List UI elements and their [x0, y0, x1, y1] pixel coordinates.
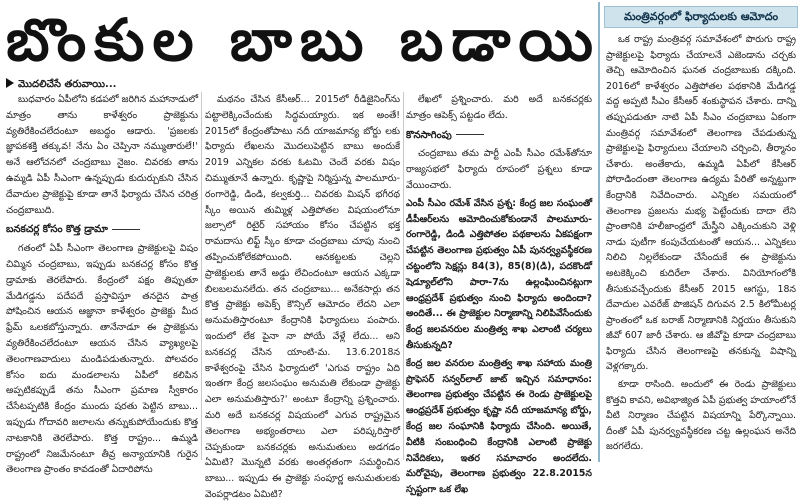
article-column-2: [205, 92, 400, 500]
paragraph: కూడా రాసింది. అందులో ఈ రెండు ప్రాజెక్టులు కొత్తవి కావని, అవిభాజ్యిత ఏపీ ప్రభుత్వ హయాంలోనే వీటి నిర్మాణం చేపట్టిన విషయాన్ని పేర్కొన్నాయి. దీంతో ఏపీ పునర్వ్యవస్థీకరణ చట్ట ఉల్లంఘన అనేది జరగలేదు.: [606, 379, 796, 453]
paragraph: బుధవారం ఏపీలోని కడపలో జరిగిన మహానాడులో మాత్రం తాను కాళేశ్వరం ప్రాజెక్టును వ్యతిరేకించలేదంటూ అబద్ధం ఆడారు. 'ప్రజలకు జ్ఞాపకశక్తి తక్కువ! నేను ఏం చెప్పినా నమ్ముతారులే!' అనే ఆలోచనలో చంద్రబాబు నైజం. చివరకు తాను ఉమ్మడి ఏపీ సీఎంగా ఉన్నప్పుడు కుదుర్చుకుని చేసిన దేవాదుల ప్రాజెక్టుపై కూడా తానే ఫిర్యాదు చేసిన చరిత్ర చంద్రబాబుది.: [6, 94, 198, 216]
column-divider: [201, 92, 202, 460]
subheading: కొనసాగింపు: [406, 128, 592, 144]
sidebar-box-title: మంత్రివర్గంలో ఫిర్యాదులకు ఆమోదం: [604, 6, 798, 28]
paragraph: చంద్రబాబు తమ పార్టీ ఎంపీ సీఎం రమేశ్‌తోనూ రాజ్యసభలో ఫిర్యాదు రూపంలో ప్రశ్నలు కూడా వేయించారు.: [406, 148, 592, 191]
question-paragraph: ఎంపీ సీఎం రమేశ్ వేసిన ప్రశ్న: కేంద్ర జల సంఘంతో డీపీఆర్‌లను ఆమోదించుకోకుండానే పాలమూరు-రంగారెడ్డి, డిండి ఎత్తిపోతల పథకాలను ఏకపక్షంగా చేపట్టిన తెలంగాణ ప్రభుత్వం ఏపీ పునర్వ్యవస్థీకరణ చట్టంలోని సెక్షన్లు 84(3), 85(8)(డి), పదకొండో షెడ్యూల్‌లోని పారా-7ను ఉల్లంఘించినట్లుగా ఆంధ్రప్రదేశ్ ప్రభుత్వం నుంచి ఫిర్యాదు అందిందా? అందితే... ఈ ప్రాజెక్టుల నిర్మాణాన్ని నిలిపివేసేందుకు కేంద్ర జలవనరుల మంత్రిత్వ శాఖ ఎలాంటి చర్యలు తీసుకున్నది?: [406, 197, 592, 351]
sidebar-box-body: [606, 32, 796, 462]
paragraph: గతంలో ఏపీ సీఎంగా తెలంగాణ ప్రాజెక్టులపై విషం చిమ్మిన చంద్రబాబు, ఇప్పుడు బనకచర్ల కోసం కొత్త డ్రామాకు తెరలేపారు. కేంద్రంలో పక్షం తిప్పుతూ మేడిగడ్డను పదేపదే ప్రస్తావిస్తూ తనదైన పాత్ర పోషించిన ఆయన ఆజ్ఞానా కాళేశ్వరం ప్రాజెక్టు మీద ఫ్రేమ్ ఒలకబోస్తున్నారు. తానేనాడూ ఈ ప్రాజెక్టును వ్యతిరేకించలేదంటూ ఆయన చేసిన వ్యాఖ్యలపై తెలంగాణవాదులు మండిపడుతున్నారు. పోలవరం కోసం ఐదు మండలాలను ఏపీలో కలిపిన అప్పటికప్పుడే తను సీఎంగా ప్రమాణ స్వీకారం చేసేటప్పటికి కేంద్రం ముందు షరతు పెట్టిన బాబు... ఇప్పుడు గోదావరి జలాలను తన్నుకుపోయేందుకు కొత్త నాటకానికి తెరలేపారు. కొత్త రాష్ట్రం... ఉమ్మడి రాష్ట్రంలో నిజమేనంటూ తీవ్ర అన్యాయానికి గురైన తెలంగాణ ప్రాంతం కావడంతో ఏదారిపోను: [6, 243, 198, 476]
byline-text: మొదలిచేసే తరువాయి...: [18, 79, 117, 90]
sidebar-box: [598, 2, 800, 462]
headline: బొంకుల బాబు బడాయి: [6, 6, 601, 74]
byline: [6, 78, 116, 92]
article-column-3: [406, 92, 592, 496]
triangle-bullet-icon: [6, 78, 14, 88]
paragraph: ఒక రాష్ట్ర మంత్రివర్గ సమావేశంలో పొరుగు రాష్ట్ర ప్రాజెక్టులపై ఫిర్యాదు చేయాలనే ఎజెండాను చర్చకు తెచ్చి ఆమోదించిన ఘనత చంద్రబాబుకు దక్కింది. 2016లో కాళేశ్వరం ఎత్తిపోతల పథకానికి మేడిగడ్డ వద్ద అప్పటి సీఎం కేసీఆర్ శంకుస్థాపన చేశారు. దాన్ని తప్పుపడుతూ నాటి ఏపీ సీఎం చంద్రబాబు ఏకంగా మంత్రివర్గ సమావేశంలో తెలంగాణ చేపడుతున్న ప్రాజెక్టులపై ఫిర్యాదులు చేయాలని చర్చించి, తీర్మానం చేశారు. అంతేకాదు, ఉమ్మడి ఏపీలో కేసీఆర్ పోరాడిందంతా తెలంగాణ ఉద్యమ పేరితో అన్నట్టుగా కేంద్రానికి నివేదించారు. ఎన్నికల సమయంలో తెలంగాణ ప్రజలను మభ్య పెట్టేందుకు దాదా లేని ప్రాంతానికి హలీజాంధ్రలో మేస్త్రీని ఎక్కించుకుని వెళ్లి నాడు పుటీగా కంపుచేయటంతో ఆయన... ఎన్నికలు నిలిచి నిల్లలేకుండా చేసేందుకే ఈ ప్రాజెక్టును అటకెక్కించి కుదిరేలా చేశారు. వినియోగంలోకి తీసుకువచ్చేందుకు కేసీఆర్ 2015 ఆగస్టు, 18న దేవాదుల ఎవరేజ్ పొజిషన్ దిగువన 2.5 కిలోమీటర్ల ప్రాంతంలో ఒక బరాజ్ నిర్మాణానికి నిర్ణయం తీసుకుని జీవో 607 జారీ చేశారు. ఆ జీవోపై కూడా చంద్రబాబు ఫిర్యాదు చేసిన తెలంగాణపై తనకున్న విషాన్ని వెళ్లగక్కారు.: [606, 34, 796, 373]
paragraph: లేఖలో ప్రశ్నించారు. మరి అదే బనకచర్లకు మాత్రం ఆపెక్స్ పట్టడం లేదు.: [406, 94, 592, 121]
column-divider: [403, 92, 404, 460]
subheading: బనకచర్ల కోసం కొత్త డ్రామా: [6, 222, 198, 238]
paragraph: మథనం చేసిన కేసీఆర్... 2015లో రీడిజైనింగ్‌ను పట్టాలెక్కించేందుకు సిద్ధమయ్యారు. ఇక అంతే! 2015లో కేంద్రంతోపాటు నదీ యాజమాన్య బోర్డు లకు ఫిర్యాదు లేఖలను మొదలుపెట్టిన బాబు అందుకే 2019 ఎన్నికల వరకు ఓటమి చెందే వరకు విషం చిమ్ముతూనే ఉన్నారు. కృష్ణాపై నిర్మిస్తున్న పాలమూరు-రంగారెడ్డి, డిండి, కల్వకుర్తి... చివరకు మిషన్ భగీరథ స్కీం అయిన తుమ్మిళ్ల ఎత్తిపోతల విషయంలోనూ జల్సాలో రిటైర్ సహాయం కోసం చేపట్టిన భక్త రామదాసు లిఫ్ట్ స్కీం కూడా చంద్రబాబు చూపు నుంచి తప్పించుకోలేకపోయింది. ఆనకట్టలకు చెల్లని ప్రాజెక్టులకు తానే అడ్డు లేచిందంటూ ఆయన ఎక్కడా బిలబలమనలేదు. తన చంద్రబాబు... అనేకసార్లు తన కొత్త ప్రాజెక్టు అపెక్స్ కౌన్సిల్ ఆమోదం లేదని ఎలా అనుమతిస్తారంటూ కేంద్రానికి ఫిర్యాదులు పంపారు. ఇందులో లేక పైనా నా పోయే వేళ్లే లేదు... అని బనకచర్ల చేసిన యాంటి-మ. 13.6.2018న కాళేశ్వరంపై చేసిన ఫిర్యాదులో 'ఎగువ రాష్ట్రం ఏది ఇంతగా కేంద్ర జలసంఘం అనుమతి లేకుండా ప్రాజెక్టు ఎలా అనుమతిస్తారు?' అంటూ కేంద్రాన్ని ప్రశ్నించారు. మరి అదే బనకచర్ల విషయంలో ఎగువ రాష్ట్రమైన తెలంగాణ అభ్యంతరాలు ఎలా పరిష్కరిస్తారో చెప్పకుండా బనకచర్లకు అనుమతులు అడగడం ఏమిటి? మొన్నటి వరకు అంతర్గతంగా సమర్థించిన బాబు... ఇప్పుడు ఈ ప్రాజెక్టు సంపూర్ణ అనుమతులకు వెంపర్లాడటం ఏమిటి?: [205, 94, 400, 500]
article-column-1: [6, 92, 198, 476]
answer-paragraph: కేంద్ర జల వనరుల మంత్రిత్వ శాఖ సహాయ మంత్రి ప్రొఫెసర్ సన్వర్‌లాల్ జాట్ ఇచ్చిన సమాధానం: తెలంగాణ ప్రభుత్వం చేపట్టిన ఈ రెండు ప్రాజెక్టులపై ఆంధ్రప్రదేశ్ ప్రభుత్వం కృష్ణా నదీ యాజమాన్య బోర్డు, కేంద్ర జల సంఘానికి ఫిర్యాదు చేసింది. అయితే, వీటికి సంబంధించి కేంద్రానికి ఎలాంటి ప్రాజెక్టు నివేదికలు, ఇతర సమాచారం అందలేదు. మరోవైపు, తెలంగాణ ప్రభుత్వం 22.8.2015న స్పష్టంగా ఒక లేఖ: [406, 357, 592, 496]
